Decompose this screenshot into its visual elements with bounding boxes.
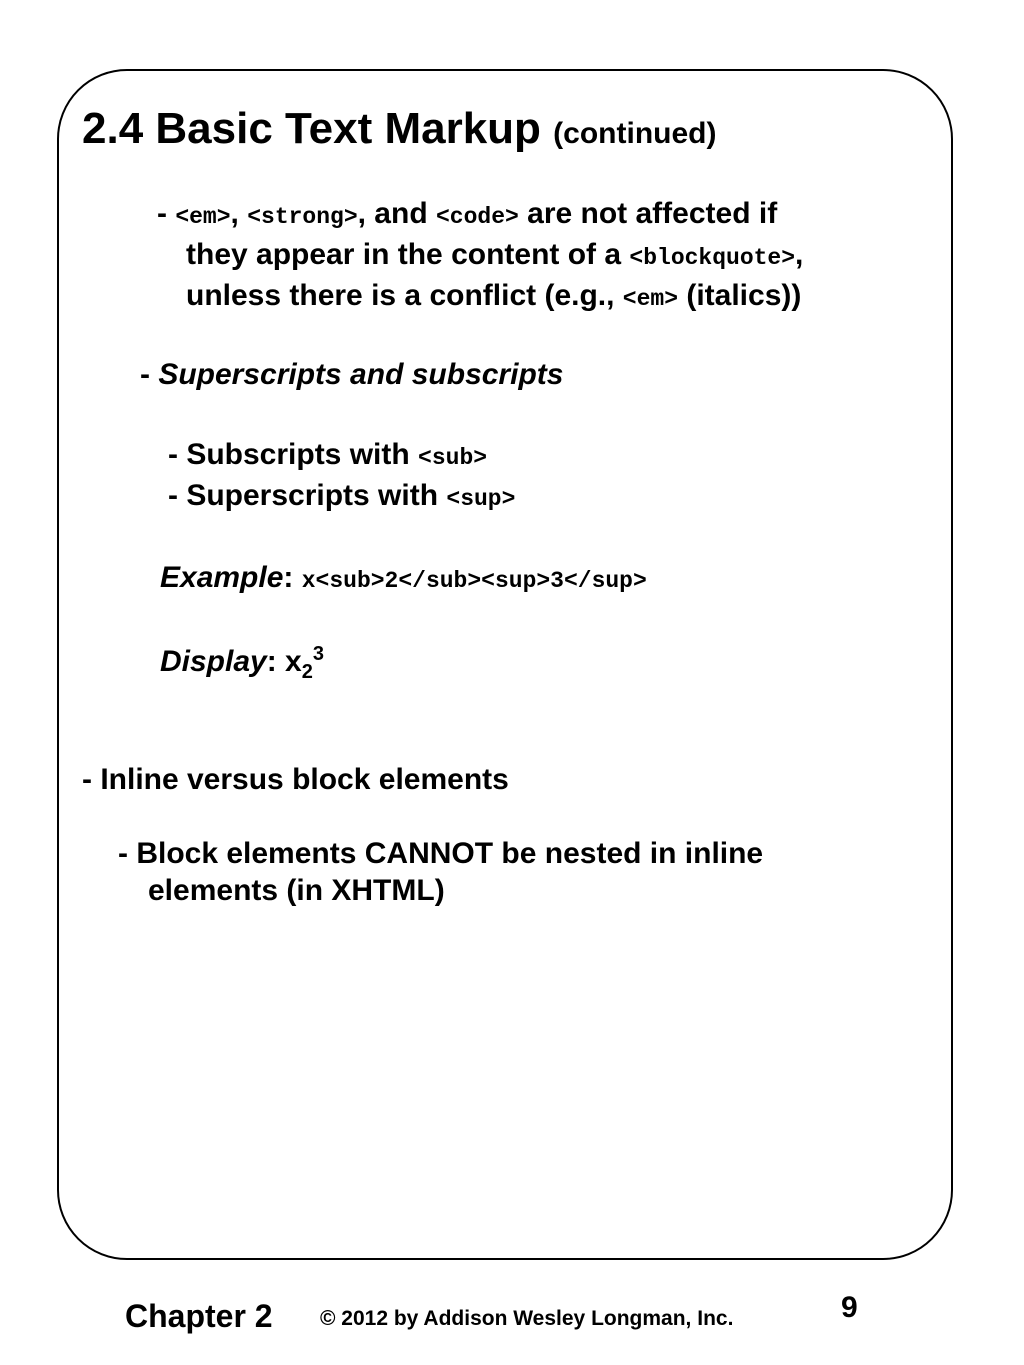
code-blockquote: <blockquote> <box>629 245 796 271</box>
footer-copyright: © 2012 by Addison Wesley Longman, Inc. <box>320 1307 734 1330</box>
code-em: <em> <box>175 204 231 230</box>
sub-item-superscripts: - Superscripts with <sup> <box>168 479 516 512</box>
bullet-inline-block: - Inline versus block elements <box>82 763 509 796</box>
bullet-block-nesting-line-2: elements (in XHTML) <box>148 874 445 907</box>
code-em-2: <em> <box>622 286 679 312</box>
example-code: x<sub>2</sub><sup>3</sup> <box>301 568 647 594</box>
title-suffix: (continued) <box>553 117 717 150</box>
footer-chapter: Chapter 2 <box>125 1298 273 1334</box>
bullet-superscripts-subscripts: - Superscripts and subscripts <box>140 358 564 391</box>
display-label: Display <box>160 645 267 678</box>
code-code: <code> <box>435 204 519 230</box>
code-sup: <sup> <box>446 486 516 512</box>
example-line: Example: x<sub>2</sub><sup>3</sup> <box>160 561 647 594</box>
page-number: 9 <box>841 1291 858 1324</box>
bullet-block-nesting-line-1: - Block elements CANNOT be nested in inline <box>118 837 764 870</box>
code-strong: <strong> <box>247 204 358 230</box>
display-subscript: 2 <box>301 661 313 683</box>
example-label: Example <box>160 561 284 594</box>
bullet-1-line-1: - <em>, <strong>, and <code> are not affected if <box>157 197 778 230</box>
code-sub: <sub> <box>418 445 488 471</box>
sub-item-subscripts: - Subscripts with <sub> <box>168 438 488 471</box>
title-text: 2.4 Basic Text Markup <box>82 104 541 153</box>
display-superscript: 3 <box>312 643 324 665</box>
bullet-1-line-2: they appear in the content of a <blockquote>, <box>186 238 804 271</box>
display-line: Display: $x_2^3$ <box>160 643 324 683</box>
bullet-1-line-3: unless there is a conflict (e.g., <em> (italics)) <box>186 279 802 312</box>
slide-title <box>82 103 716 160</box>
